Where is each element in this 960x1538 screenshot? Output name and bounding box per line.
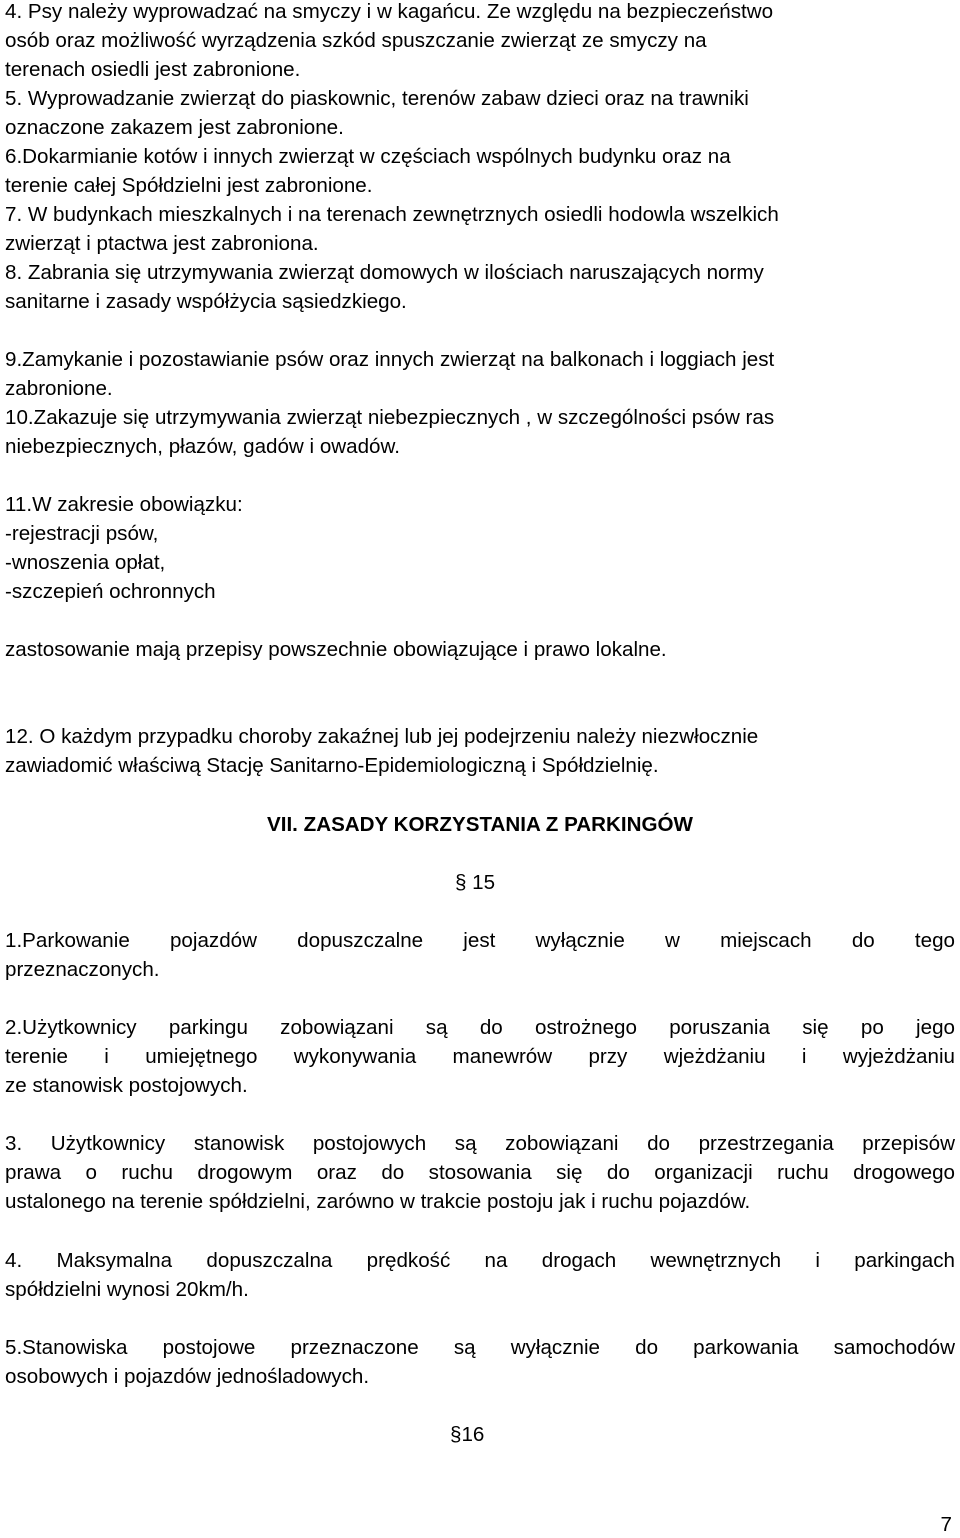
rule-line: przeznaczonych. [5, 958, 160, 981]
rule-line: prawa o ruchu drogowym oraz do stosowania się do organizacji ruchu drogowego [5, 1161, 955, 1184]
text-line: zastosowanie mają przepisy powszechnie obowiązujące i prawo lokalne. [5, 638, 667, 661]
section-heading [0, 810, 960, 839]
text-line: 10.Zakazuje się utrzymywania zwierząt niebezpiecznych , w szczególności psów ras [5, 406, 775, 429]
text-line: -rejestracji psów, [5, 522, 159, 545]
text-line: 9.Zamykanie i pozostawianie psów oraz innych zwierząt na balkonach i loggiach jest [5, 348, 775, 371]
text-line: -szczepień ochronnych [5, 580, 216, 603]
rule-line: ustalonego na terenie spółdzielni, zarówno w trakcie postoju jak i ruchu pojazdów. [5, 1190, 751, 1213]
rule-line: spółdzielni wynosi 20km/h. [5, 1278, 249, 1301]
page-number: 7 [940, 1513, 952, 1536]
text-line: terenie całej Spółdzielni jest zabronione. [5, 174, 373, 197]
text-line: zwierząt i ptactwa jest zabroniona. [5, 232, 319, 255]
text-line: -wnoszenia opłat, [5, 551, 166, 574]
text-line: sanitarne i zasady współżycia sąsiedzkiego. [5, 290, 407, 313]
rule-line: terenie i umiejętnego wykonywania manewrów przy wjeżdżaniu i wyjeżdżaniu [5, 1045, 955, 1068]
rule-line: osobowych i pojazdów jednośladowych. [5, 1365, 370, 1388]
paragraph-mark-16: §16 [450, 1423, 485, 1446]
rule-line: 1.Parkowanie pojazdów dopuszczalne jest wyłącznie w miejscach do tego [5, 929, 955, 952]
text-line: 11.W zakresie obowiązku: [5, 493, 243, 516]
text-line: niebezpiecznych, płazów, gadów i owadów. [5, 435, 400, 458]
text-line: osób oraz możliwość wyrządzenia szkód spuszczanie zwierząt ze smyczy na [5, 29, 707, 52]
text-line: zawiadomić właściwą Stację Sanitarno-Epidemiologiczną i Spółdzielnię. [5, 754, 659, 777]
rule-line: 3. Użytkownicy stanowisk postojowych są zobowiązani do przestrzegania przepisów [5, 1132, 955, 1155]
rule-line: 2.Użytkownicy parkingu zobowiązani są do ostrożnego poruszania się po jego [5, 1016, 955, 1039]
text-line: 8. Zabrania się utrzymywania zwierząt domowych w ilościach naruszających normy [5, 261, 764, 284]
text-line: oznaczone zakazem jest zabronione. [5, 116, 344, 139]
text-line: 4. Psy należy wyprowadzać na smyczy i w kagańcu. Ze względu na bezpieczeństwo [5, 0, 774, 23]
text-line: 5. Wyprowadzanie zwierząt do piaskownic, terenów zabaw dzieci oraz na trawniki [5, 87, 749, 110]
text-line: 6.Dokarmianie kotów i innych zwierząt w częściach wspólnych budynku oraz na [5, 145, 731, 168]
text-line: zabronione. [5, 377, 113, 400]
text-line: 12. O każdym przypadku choroby zakaźnej lub jej podejrzeniu należy niezwłocznie [5, 725, 759, 748]
rule-line: ze stanowisk postojowych. [5, 1074, 248, 1097]
text-line: terenach osiedli jest zabronione. [5, 58, 301, 81]
paragraph-mark-15: § 15 [455, 871, 496, 894]
section-heading-text: VII. ZASADY KORZYSTANIA Z PARKINGÓW [267, 813, 693, 836]
rule-line: 4. Maksymalna dopuszczalna prędkość na drogach wewnętrznych i parkingach [5, 1249, 955, 1272]
text-line: 7. W budynkach mieszkalnych i na terenach zewnętrznych osiedli hodowla wszelkich [5, 203, 779, 226]
rule-line: 5.Stanowiska postojowe przeznaczone są wyłącznie do parkowania samochodów [5, 1336, 955, 1359]
